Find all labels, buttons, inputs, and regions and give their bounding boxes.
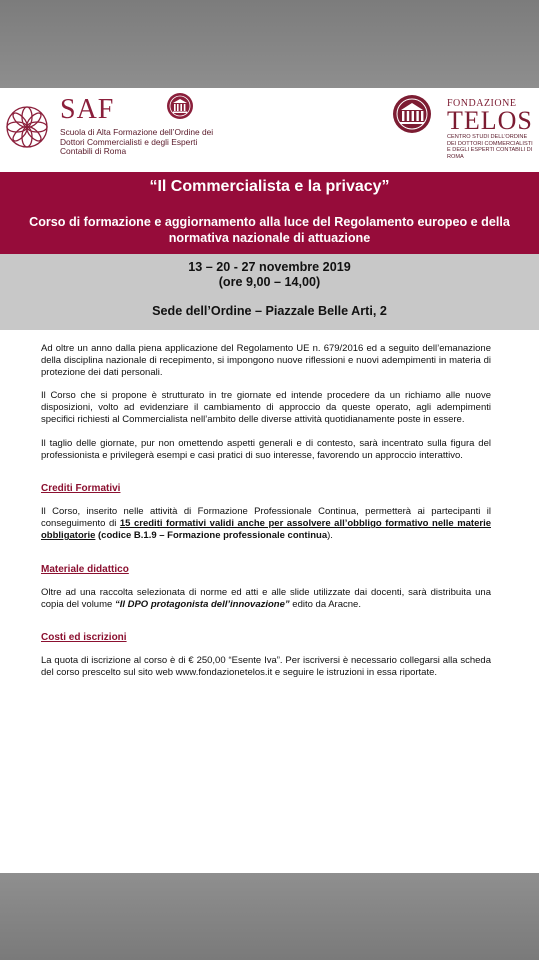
crediti-heading: Crediti Formativi bbox=[41, 483, 121, 495]
course-title: “Il Commercialista e la privacy” bbox=[149, 178, 390, 195]
crediti-text-before: Il Corso, inserito nelle attività di Formazione Professionale Continua, permetterà ai partecipanti il conseguimento di bbox=[41, 506, 491, 530]
intro-paragraph-1: Ad oltre un anno dalla piena applicazione del Regolamento UE n. 679/2016 ed a seguito dell’emanazione della disciplina nazionale di recepimento, si impongono nuove riflessioni e nuovi adempimenti in materia di protezione dei dati personali. bbox=[41, 343, 491, 378]
materiale-text-after: edito da Aracne. bbox=[289, 598, 361, 610]
saf-subtitle: Scuola di Alta Formazione dell’Ordine dei Dottori Commercialisti e degli Esperti Contabili di Roma bbox=[60, 127, 214, 156]
flyer-body bbox=[41, 343, 491, 691]
course-subtitle: Corso di formazione e aggiornamento alla luce del Regolamento europeo e della normativa nazionale di attuazione bbox=[29, 215, 510, 245]
materiale-heading: Materiale didattico bbox=[41, 563, 129, 575]
telos-temple-icon bbox=[384, 94, 440, 134]
costi-paragraph: La quota di iscrizione al corso è di € 250,00 “Esente Iva”. Per iscriversi è necessario collegarsi alla scheda del corso prescelto sul sito web www.fondazionetelos.it e seguire le istruzioni in essa riportate. bbox=[41, 655, 491, 679]
event-dates: 13 – 20 - 27 novembre 2019 bbox=[188, 260, 351, 274]
telos-name: TELOS bbox=[447, 106, 533, 135]
header-logos bbox=[0, 88, 539, 172]
flyer-page bbox=[0, 88, 539, 873]
intro-paragraph-2: Il Corso che si propone è strutturato in tre giornate ed intende procedere da un richiamo alle nuove disposizioni, volto ad evidenziare il cambiamento di approccio da queste operato, agli adempimenti specifici richiesti al Commercialista nell’ambito delle diverse attività quotidianamente poste in essere. bbox=[41, 390, 491, 425]
event-hours: (ore 9,00 – 14,00) bbox=[218, 275, 321, 289]
materiale-text-before: Oltre ad una raccolta selezionata di norme ed atti e alle slide utilizzate dai docenti, sarà distribuita una copia del volume bbox=[41, 586, 491, 610]
materiale-paragraph bbox=[41, 587, 491, 611]
crediti-paragraph bbox=[41, 506, 491, 541]
saf-emblem-icon bbox=[2, 98, 52, 156]
event-info-band bbox=[0, 254, 539, 330]
temple-seal-icon bbox=[166, 92, 194, 120]
top-photo-margin bbox=[0, 0, 539, 88]
telos-subtitle: CENTRO STUDI DELL’ORDINE DEI DOTTORI COMMERCIALISTI E DEGLI ESPERTI CONTABILI DI ROMA bbox=[447, 134, 533, 160]
bottom-photo-margin bbox=[0, 873, 539, 960]
costi-heading: Costi ed iscrizioni bbox=[41, 632, 127, 644]
materiale-book-title: “Il DPO protagonista dell’innovazione” bbox=[114, 598, 290, 610]
saf-acronym: SAF bbox=[60, 94, 115, 125]
event-venue: Sede dell’Ordine – Piazzale Belle Arti, 2 bbox=[152, 304, 387, 318]
title-banner bbox=[0, 172, 539, 254]
crediti-text-after: ). bbox=[327, 529, 333, 541]
telos-prefix: FONDAZIONE bbox=[447, 98, 517, 109]
intro-paragraph-3: Il taglio delle giornate, pur non omettendo aspetti generali e di contesto, sarà incentrato sulla figura del professionista e privilegerà esempi e casi pratici di suo interesse, favorendo un approccio interattivo. bbox=[41, 437, 491, 461]
crediti-code: (codice B.1.9 – Formazione professionale continua bbox=[95, 529, 328, 541]
crediti-highlight: 15 crediti formativi validi anche per assolvere all’obbligo formativo nelle materie obbligatorie bbox=[41, 518, 491, 541]
